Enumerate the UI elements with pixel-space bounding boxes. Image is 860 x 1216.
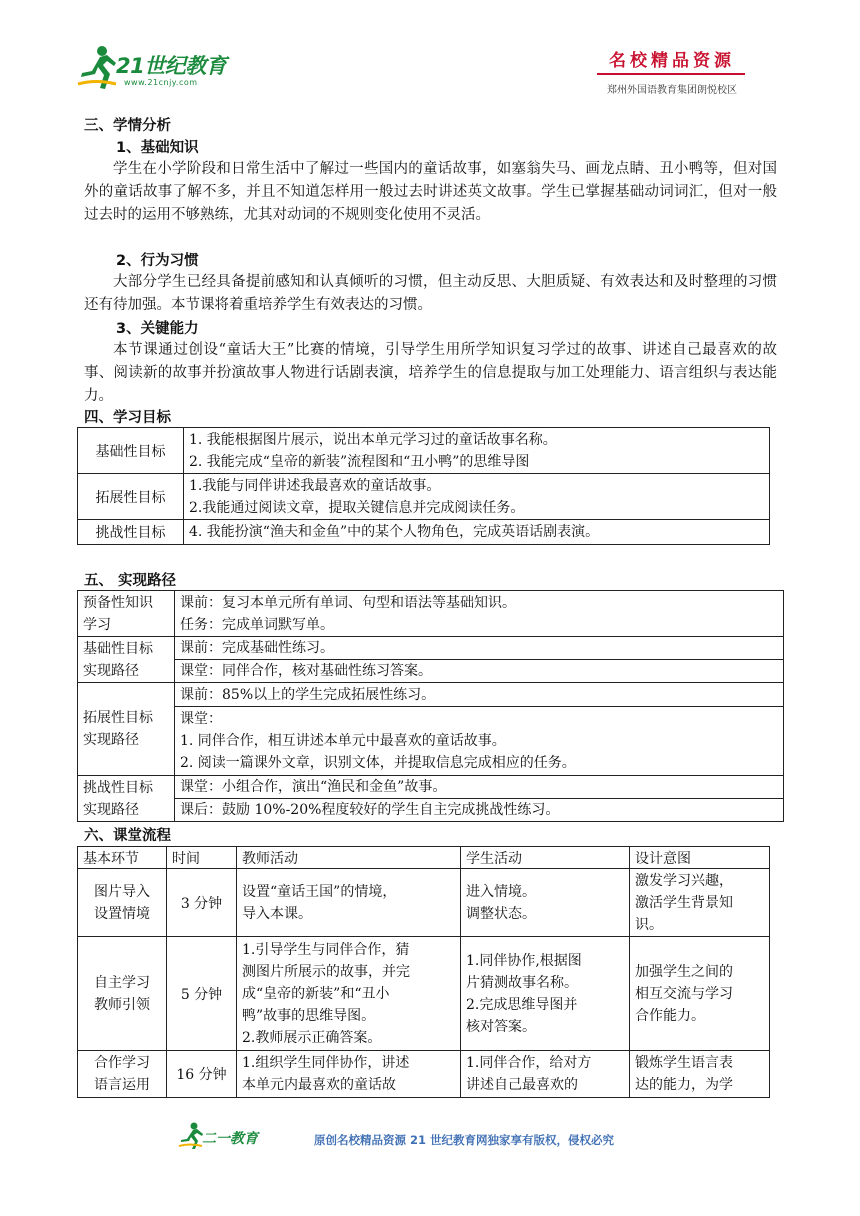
flow-stage (78, 937, 167, 1051)
flow-intent-line: 激发学习兴趣， (635, 872, 733, 889)
flow-teacher-line: 本单元内最喜欢的童话故 (242, 1077, 396, 1093)
flow-teacher (237, 1051, 461, 1098)
path-label (78, 776, 175, 822)
path-label-line: 学习 (83, 616, 111, 633)
path-line: 课前：完成基础性练习。 (180, 640, 334, 656)
footer-runner-icon (178, 1122, 204, 1150)
flow-col-header: 教师活动 (237, 847, 461, 869)
goal-line: 1. 我能根据图片展示，说出本单元学习过的童话故事名称。 (189, 431, 557, 448)
path-line: 课前：复习本单元所有单词、句型和语法等基础知识。 (180, 594, 516, 611)
site-logo (76, 40, 266, 98)
section3-sub2-heading: 2、行为习惯 (116, 253, 199, 269)
flow-student (461, 869, 630, 937)
path-label-line: 挑战性目标 (83, 779, 153, 796)
section4-heading: 四、学习目标 (84, 410, 171, 426)
flow-student-line: 讲述自己最喜欢的 (466, 1077, 578, 1093)
flow-student-line: 核对答案。 (466, 1018, 536, 1035)
flow-intent-line: 激活学生背景知 (635, 894, 733, 911)
flow-time: 16 分钟 (167, 1051, 237, 1098)
flow-teacher-line: 测图片所展示的故事，并完 (242, 963, 410, 980)
flow-teacher-line: 2.教师展示正确答案。 (242, 1029, 382, 1046)
path-content (175, 776, 784, 799)
flow-intent-line: 合作能力。 (635, 1007, 705, 1024)
flow-row (78, 869, 770, 937)
path-line: 1. 同伴合作，相互讲述本单元中最喜欢的童话故事。 (180, 733, 506, 749)
runner-logo-icon (76, 44, 118, 94)
path-line: 2. 阅读一篇课外文章，识别文体，并提取信息完成相应的任务。 (180, 755, 576, 771)
path-line: 课堂：同伴合作，核对基础性练习答案。 (180, 663, 432, 679)
flow-stage (78, 869, 167, 937)
flow-teacher (237, 937, 461, 1051)
flow-teacher-line: 设置“童话王国”的情境， (242, 883, 397, 900)
flow-intent (630, 869, 770, 937)
section3-sub1-heading: 1、基础知识 (116, 140, 199, 156)
brand-subtitle: 郑州外国语教育集团朗悦校区 (607, 85, 737, 96)
goal-line: 1.我能与同伴讲述我最喜欢的童话故事。 (189, 477, 441, 494)
flow-student (461, 937, 630, 1051)
flow-teacher (237, 869, 461, 937)
goal-content (184, 474, 770, 520)
path-label-line: 实现路径 (83, 732, 139, 748)
flow-stage (78, 1051, 167, 1098)
goals-row (78, 428, 770, 474)
flow-teacher-line: 1.组织学生同伴协作，讲述 (242, 1055, 410, 1071)
path-label (78, 591, 175, 637)
path-content (175, 799, 784, 822)
flow-teacher-line: 成“皇帝的新装”和“丑小 (242, 985, 390, 1002)
flow-teacher-line: 导入本课。 (242, 905, 312, 922)
footer-logo-text: 二一教育 (202, 1131, 258, 1147)
goals-row (78, 520, 770, 545)
path-row (78, 776, 784, 799)
flow-student-line: 1.同伴合作，给对方 (466, 1055, 592, 1071)
goal-line: 2.我能通过阅读文章，提取关键信息并完成阅读任务。 (189, 499, 525, 516)
path-line: 课后：鼓励 10%-20%程度较好的学生自主完成挑战性练习。 (180, 802, 560, 818)
path-label-line: 基础性目标 (83, 640, 153, 657)
flow-student-line: 进入情境。 (466, 883, 536, 900)
goals-table (77, 427, 770, 545)
goal-label: 基础性目标 (78, 428, 184, 474)
path-label-line: 实现路径 (83, 662, 139, 679)
flow-stage-line: 语言运用 (94, 1077, 150, 1093)
logo-site-name: 21世纪教育 (116, 54, 227, 78)
path-label (78, 637, 175, 683)
section3-heading: 三、学情分析 (84, 118, 171, 134)
flow-time: 3 分钟 (167, 869, 237, 937)
path-table (77, 590, 784, 822)
path-line: 任务：完成单词默写单。 (180, 616, 334, 633)
goal-line: 4. 我能扮演“渔夫和金鱼”中的某个人物角色，完成英语话剧表演。 (189, 524, 600, 540)
path-label-line: 拓展性目标 (83, 710, 153, 726)
path-row (78, 799, 784, 822)
flow-col-header: 学生活动 (461, 847, 630, 869)
path-content (175, 591, 784, 637)
flow-stage-line: 教师引领 (94, 996, 150, 1013)
flow-intent-line: 锻炼学生语言表 (635, 1055, 733, 1071)
path-row (78, 591, 784, 637)
flow-stage-line: 合作学习 (94, 1055, 150, 1071)
flow-time: 5 分钟 (167, 937, 237, 1051)
section6-heading: 六、课堂流程 (84, 828, 171, 844)
flow-col-header: 基本环节 (78, 847, 167, 869)
section3-sub1-text: 学生在小学阶段和日常生活中了解过一些国内的童话故事，如塞翁失马、画龙点睛、丑小鸭等，但对国外的童话故事了解不多，并且不知道怎样用一般过去时讲述英文故事。学生已掌握基础动词词汇，但对一般过去时的运用不够熟练，尤其对动词的不规则变化使用不灵活。 (84, 161, 777, 223)
flow-col-header: 时间 (167, 847, 237, 869)
flow-stage-line: 设置情境 (94, 905, 150, 922)
flow-intent-line: 识。 (635, 916, 663, 933)
section3-sub3-text: 本节课通过创设“童话大王”比赛的情境，引导学生用所学知识复习学过的故事、讲述自己最喜欢的故事、阅读新的故事并扮演故事人物进行话剧表演，培养学生的信息提取与加工处理能力、语言组织与表达能力。 (84, 342, 777, 404)
section3-sub3-heading: 3、关键能力 (116, 321, 199, 337)
flow-student-line: 2.完成思维导图并 (466, 996, 578, 1013)
flow-row (78, 1051, 770, 1098)
path-row (78, 660, 784, 683)
flow-col-header: 设计意图 (630, 847, 770, 869)
goal-label: 挑战性目标 (78, 520, 184, 545)
flow-intent (630, 937, 770, 1051)
path-content (175, 637, 784, 660)
flow-teacher-line: 鸭”故事的思维导图。 (242, 1007, 376, 1024)
flow-row (78, 937, 770, 1051)
goal-label: 拓展性目标 (78, 474, 184, 520)
section3-sub2-text: 大部分学生已经具备提前感知和认真倾听的习惯，但主动反思、大胆质疑、有效表达和及时整理的习惯还有待加强。本节课将着重培养学生有效表达的习惯。 (84, 274, 777, 313)
path-content (175, 707, 784, 776)
flow-stage-line: 自主学习 (94, 974, 150, 991)
flow-intent-line: 达的能力，为学 (635, 1077, 733, 1093)
footer-copyright: 原创名校精品资源 21 世纪教育网独家享有版权，侵权必究 (314, 1133, 615, 1147)
goal-line: 2. 我能完成“皇帝的新装”流程图和“丑小鸭”的思维导图 (189, 453, 530, 470)
flow-intent-line: 相互交流与学习 (635, 985, 733, 1002)
section5-heading: 五、 实现路径 (84, 573, 177, 589)
flow-student-line: 调整状态。 (466, 905, 536, 922)
path-line: 课前：85%以上的学生完成拓展性练习。 (180, 686, 436, 703)
flow-student-line: 片猜测故事名称。 (466, 974, 578, 991)
brand-title: 名校精品资源 (609, 51, 735, 71)
goal-content (184, 520, 770, 545)
brand-divider (597, 73, 745, 75)
path-line: 课堂： (180, 711, 222, 727)
logo-url: www.21cnjy.com (124, 78, 198, 87)
flow-stage-line: 图片导入 (94, 883, 150, 900)
path-content (175, 683, 784, 707)
flow-student-line: 1.同伴协作,根据图 (466, 952, 582, 969)
goals-row (78, 474, 770, 520)
flow-intent-line: 加强学生之间的 (635, 963, 733, 980)
flow-header-row (78, 847, 770, 869)
path-content (175, 660, 784, 683)
path-label-line: 预备性知识 (83, 594, 153, 611)
flow-table (77, 846, 770, 1098)
path-label-line: 实现路径 (83, 801, 139, 818)
path-line: 课堂：小组合作，演出“渔民和金鱼”故事。 (180, 779, 447, 795)
flow-student (461, 1051, 630, 1098)
flow-intent (630, 1051, 770, 1098)
flow-teacher-line: 1.引导学生与同伴合作，猜 (242, 941, 410, 958)
path-label (78, 683, 175, 776)
path-row (78, 707, 784, 776)
goal-content (184, 428, 770, 474)
path-row (78, 683, 784, 707)
path-row (78, 637, 784, 660)
